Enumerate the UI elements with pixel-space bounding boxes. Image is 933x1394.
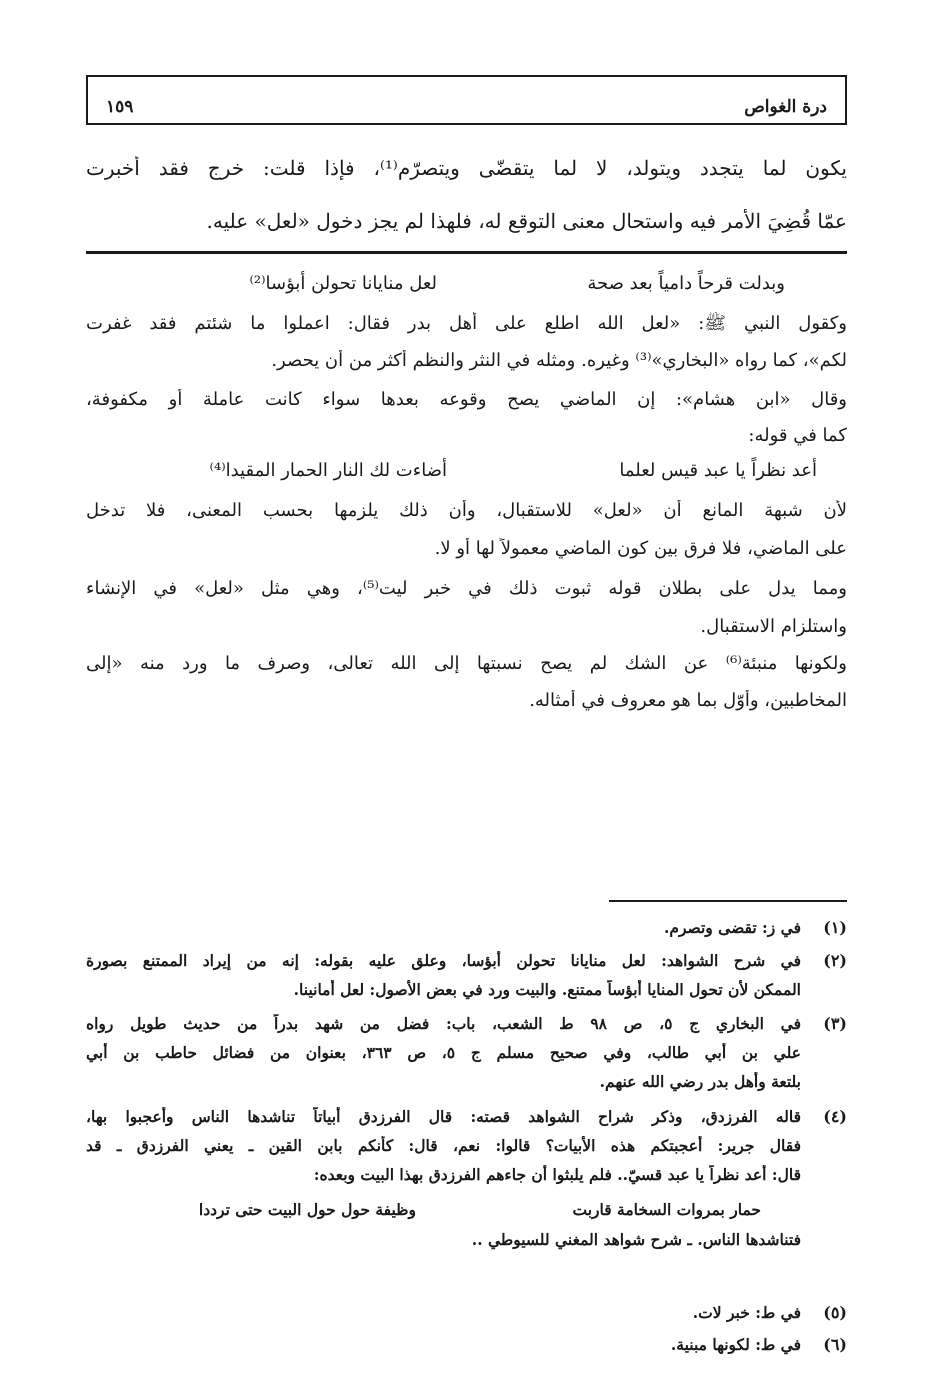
body-text-line: وكقول النبي ﷺ: «لعل الله اطلع على أهل بدر فقال: اعملوا ما شئتم فقد غفرت [86, 313, 847, 334]
body-text-line: ولكونها منبئة⁽⁶⁾ عن الشك لم يصح نسبتها إلى الله تعالى، وصرف ما ورد منه «إلى [86, 653, 847, 674]
footnote-number: (٢) [823, 951, 847, 970]
footnote-number: (٤) [823, 1107, 847, 1126]
footnote-line: في البخاري ج ٥، ص ٩٨ ط الشعب، باب: فضل من شهد بدراً من حديث طويل رواه [86, 1014, 801, 1033]
section-divider [86, 251, 847, 254]
footnote-line: الممكن لأن تحول المنايا أبؤساً ممتنع. والبيت ورد في بعض الأصول: لعل أمانينا. [293, 980, 801, 999]
footnote-line: في ط: لكونها مبنية. [670, 1335, 801, 1354]
body-text-line: وقال «ابن هشام»: إن الماضي يصح وقوعه بعدها سواء كانت عاملة أو مكفوفة، [86, 389, 847, 410]
footnote-number: (١) [823, 918, 847, 937]
verse-2 [86, 460, 847, 488]
footnote-number: (٥) [823, 1303, 847, 1322]
footnote-number: (٦) [823, 1335, 847, 1354]
footnote-number: (٣) [823, 1014, 847, 1033]
footnote [86, 1335, 847, 1365]
footnote-line: بلتعة وأهل بدر رضي الله عنهم. [599, 1072, 801, 1091]
main-text-line: يكون لما يتجدد ويتولد، لا لما يتقضّى ويتصرّم⁽¹⁾، فإذا قلت: خرج فقد أخبرت [86, 156, 847, 180]
verse-hemistich: أعد نظراً يا عبد قيس لعلما [619, 460, 817, 481]
footnote-line: علي بن أبي طالب، وفي صحيح مسلم ج ٥، ص ٣٦٣، بعنوان من فضائل حاطب بن أبي [86, 1043, 801, 1062]
footnote [86, 1107, 847, 1267]
body-text-line: لأن شبهة المانع أن «لعل» للاستقبال، وأن ذلك يلزمها بحسب المعنى، فلا تدخل [86, 500, 847, 521]
footnote [86, 951, 847, 1011]
footnote-line: في ط: خبر لات. [692, 1303, 801, 1322]
running-title: درة الغواص [744, 97, 827, 117]
footnote-verse [86, 1194, 801, 1230]
footnote [86, 1303, 847, 1333]
body-text-line: المخاطبين، وأوّل بما هو معروف في أمثاله. [529, 690, 847, 711]
footnote [86, 918, 847, 948]
footnote-line: قاله الفرزدق، وذكر شراح الشواهد قصته: قال الفرزدق أبياتاً تناشدها الناس وأعجبوا بها، [86, 1107, 801, 1126]
footnote [86, 1014, 847, 1104]
body-text-line: كما في قوله: [748, 425, 847, 446]
page-header [86, 75, 847, 125]
footnote-line: فتناشدها الناس. ـ شرح شواهد المغني للسيوطي .. [471, 1230, 801, 1249]
footnote-line: فقال جرير: أعجبتكم هذه الأبيات؟ قالوا: نعم، قال: كأنكم بابن القين ـ يعني الفرزدق ـ قد [86, 1136, 801, 1155]
main-text-line: عمّا قُضِيَ الأمر فيه واستحال معنى التوقع له، فلهذا لم يجز دخول «لعل» عليه. [206, 209, 847, 233]
body-text-line: على الماضي، فلا فرق بين كون الماضي معمولاً لها أو لا. [434, 538, 847, 559]
page-number: ١٥٩ [106, 97, 134, 117]
footnote-line: في شرح الشواهد: لعل منايانا تحولن أبؤسا، وعلق عليه بقوله: إنه من إيراد الممتنع بصورة [86, 951, 801, 970]
footnote-line: قال: أعد نظراً يا عبد قسيّ.. فلم يلبثوا أن جاءهم الفرزدق بهذا البيت وبعده: [313, 1165, 801, 1184]
verse-hemistich: لعل منايانا تحولن أبؤسا⁽²⁾ [249, 273, 437, 294]
verse-hemistich: أضاءت لك النار الحمار المقيدا⁽⁴⁾ [209, 460, 447, 481]
footnote-rule [609, 900, 847, 902]
verse-hemistich: وبدلت قرحاً دامياً بعد صحة [587, 273, 785, 294]
verse-hemistich: وظيفة حول حول البيت حتى ترددا [198, 1200, 416, 1219]
footnote-line: في ز: تقضى وتصرم. [663, 918, 801, 937]
body-text-line: ومما يدل على بطلان قوله ثبوت ذلك في خبر ليت⁽⁵⁾، وهي مثل «لعل» في الإنشاء [86, 578, 847, 599]
verse-hemistich: حمار بمروات السخامة قاربت [572, 1200, 761, 1219]
body-text-line: واستلزام الاستقبال. [700, 616, 847, 637]
body-text-line: لكم»، كما رواه «البخاري»⁽³⁾ وغيره. ومثله في النثر والنظم أكثر من أن يحصر. [271, 350, 847, 371]
verse-1 [86, 273, 847, 301]
